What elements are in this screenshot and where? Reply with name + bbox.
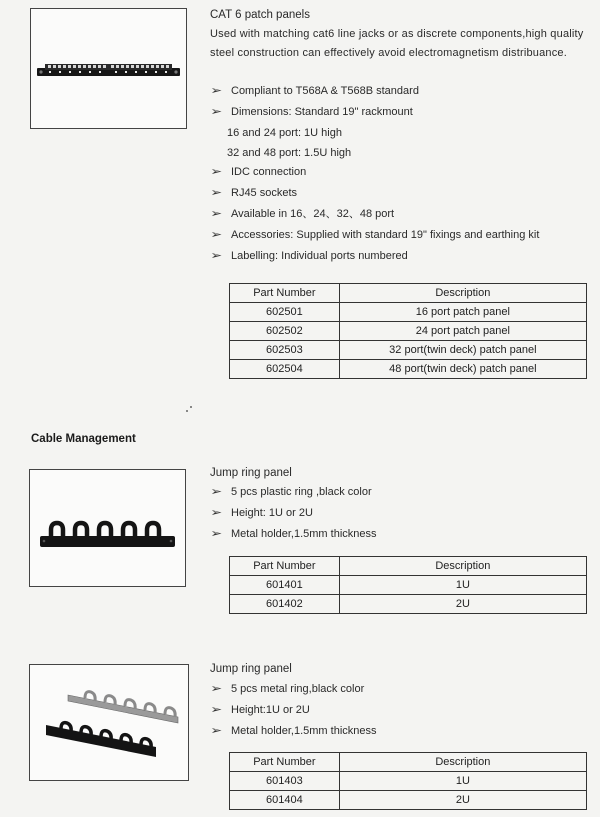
patch-panel-title: CAT 6 patch panels [210, 9, 310, 21]
jump-ring-plastic-table [229, 556, 587, 614]
description-cell: 16 port patch panel [339, 303, 586, 322]
feature-item: ➢ Labelling: Individual ports numbered [212, 246, 408, 266]
column-header: Description [339, 557, 586, 576]
arrow-bullet-icon: ➢ [210, 250, 223, 262]
jump-ring-metal-image-frame [29, 664, 189, 781]
description-cell: 48 port(twin deck) patch panel [339, 360, 586, 379]
table-row [230, 791, 587, 810]
table-header-row [230, 753, 587, 772]
arrow-bullet-icon: ➢ [210, 229, 223, 241]
cable-management-heading: Cable Management [31, 433, 136, 445]
table-row [230, 772, 587, 791]
column-header: Description [339, 284, 586, 303]
feature-item: ➢ Accessories: Supplied with standard 19" fixings and earthing kit [212, 225, 539, 245]
column-header: Part Number [230, 753, 340, 772]
feature-item: ➢ Height:1U or 2U [212, 700, 310, 720]
table-row [230, 576, 587, 595]
jump-ring-metal-title: Jump ring panel [210, 663, 292, 675]
patch-panel-table [229, 283, 587, 379]
column-header: Description [339, 753, 586, 772]
table-header-row [230, 284, 587, 303]
jump-ring-plastic-image-frame [29, 469, 186, 587]
arrow-bullet-icon: ➢ [210, 528, 223, 540]
feature-item: ➢ Compliant to T568A & T568B standard [212, 81, 419, 101]
table-row [230, 303, 587, 322]
part-number-cell: 601404 [230, 791, 340, 810]
table-row [230, 595, 587, 614]
feature-item: ➢ 5 pcs plastic ring ,black color [212, 482, 372, 502]
description-cell: 1U [339, 576, 586, 595]
part-number-cell: 602502 [230, 322, 340, 341]
feature-item: ➢ Metal holder,1.5mm thickness [212, 524, 377, 544]
part-number-cell: 601402 [230, 595, 340, 614]
part-number-cell: 602504 [230, 360, 340, 379]
feature-item: ➢ Available in 16、24、32、48 port [212, 204, 394, 224]
feature-item: ➢ RJ45 sockets [212, 183, 297, 203]
feature-item: ➢ 5 pcs metal ring,black color [212, 679, 364, 699]
description-cell: 1U [339, 772, 586, 791]
table-header-row [230, 557, 587, 576]
part-number-cell: 602503 [230, 341, 340, 360]
jump-ring-plastic-product-image [30, 470, 185, 586]
table-row [230, 341, 587, 360]
print-speck [190, 406, 192, 408]
feature-item: ➢ IDC connection [212, 162, 306, 182]
patch-panel-product-image [31, 9, 186, 128]
column-header: Part Number [230, 557, 340, 576]
arrow-bullet-icon: ➢ [210, 507, 223, 519]
dimension-note: 32 and 48 port: 1.5U high [227, 147, 352, 159]
column-header: Part Number [230, 284, 340, 303]
description-cell: 2U [339, 791, 586, 810]
part-number-cell: 601401 [230, 576, 340, 595]
table-row [230, 322, 587, 341]
patch-panel-intro: Used with matching cat6 line jacks or as discrete components,high quality steel construction can effectively avoid electromagnetism distribuance. [210, 28, 584, 59]
feature-item: ➢ Height: 1U or 2U [212, 503, 313, 523]
feature-item: ➢ Dimensions: Standard 19" rackmount [212, 102, 413, 122]
description-cell: 24 port patch panel [339, 322, 586, 341]
arrow-bullet-icon: ➢ [210, 486, 223, 498]
arrow-bullet-icon: ➢ [210, 166, 223, 178]
jump-ring-metal-table [229, 752, 587, 810]
jump-ring-metal-product-image [30, 665, 188, 780]
description-cell: 2U [339, 595, 586, 614]
dimension-note: 16 and 24 port: 1U high [227, 127, 342, 139]
print-speck [186, 410, 188, 412]
patch-panel-image-frame [30, 8, 187, 129]
jump-ring-plastic-title: Jump ring panel [210, 467, 292, 479]
table-row [230, 360, 587, 379]
feature-item: ➢ Metal holder,1.5mm thickness [212, 721, 377, 741]
part-number-cell: 601403 [230, 772, 340, 791]
arrow-bullet-icon: ➢ [210, 85, 223, 97]
arrow-bullet-icon: ➢ [210, 208, 223, 220]
arrow-bullet-icon: ➢ [210, 725, 223, 737]
part-number-cell: 602501 [230, 303, 340, 322]
arrow-bullet-icon: ➢ [210, 683, 223, 695]
description-cell: 32 port(twin deck) patch panel [339, 341, 586, 360]
arrow-bullet-icon: ➢ [210, 106, 223, 118]
arrow-bullet-icon: ➢ [210, 187, 223, 199]
arrow-bullet-icon: ➢ [210, 704, 223, 716]
